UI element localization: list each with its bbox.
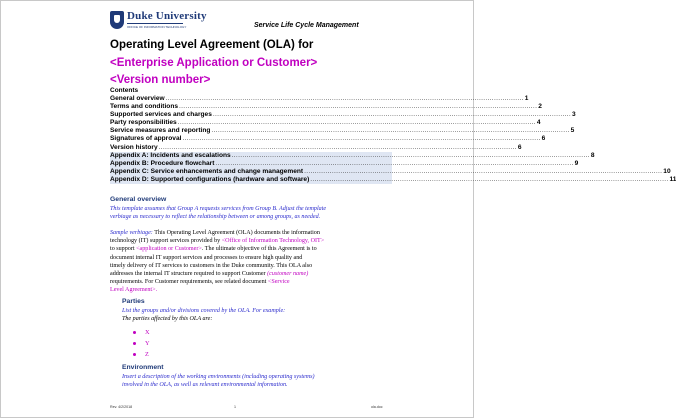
paragraph-line: timely delivery of IT services to customers in the Duke community. This OLA also (110, 262, 313, 269)
toc-leader: ........................................................................................................................................................................ (179, 103, 538, 111)
paragraph-line (110, 229, 324, 237)
toc-entry[interactable] (110, 95, 529, 103)
toc-entry[interactable] (110, 143, 522, 152)
environment-note (122, 373, 315, 389)
toc-entry[interactable] (110, 103, 542, 111)
toc-entry-label: Appendix C: Service enhancements and change management (110, 167, 304, 175)
environment-note-line: Insert a description of the working environments (including operating systems) (122, 374, 315, 380)
toc-entry-page: 11 (669, 175, 676, 183)
toc-entry-page: 3 (572, 111, 576, 119)
toc-entry-page: 8 (590, 151, 595, 159)
paragraph-text: requirements. For Customer requirements, see related document (110, 279, 268, 286)
toc-entry-page: 2 (538, 103, 542, 111)
parties-intro: The parties affected by this OLA are: (122, 316, 213, 323)
parties-list (133, 327, 150, 360)
toc-entry-page: 5 (570, 127, 575, 135)
toc-entry-page: 6 (541, 135, 546, 143)
footer-filename: ola.doc (371, 405, 383, 409)
paragraph-text: technology (IT) support services provided by (110, 238, 222, 245)
toc-entry[interactable] (110, 119, 541, 127)
overview-paragraph (110, 229, 324, 295)
toc-leader: ........................................................................................................................................................................ (182, 135, 541, 143)
logo-subtitle: OFFICE OF INFORMATION TECHNOLOGY (127, 25, 187, 29)
running-header-title: Service Life Cycle Management (254, 22, 359, 29)
paragraph-line (110, 278, 324, 286)
toc-heading: Contents (110, 87, 139, 94)
toc-entry-label: Service measures and reporting (110, 127, 211, 135)
paragraph-line (110, 245, 324, 253)
toc-leader: ........................................................................................................................................................................ (165, 95, 524, 102)
toc-entry-page: 9 (574, 159, 579, 167)
toc-entry-label: Version history (110, 143, 158, 151)
shield-icon (110, 11, 124, 29)
document-title: Operating Level Agreement (OLA) for (110, 39, 314, 51)
toc-entry-page: 4 (536, 119, 541, 127)
list-item: Z (133, 349, 150, 360)
toc-entry[interactable] (110, 175, 676, 184)
paragraph-text: This Operating Level Agreement (OLA) documents the information (152, 230, 320, 236)
list-item: X (133, 327, 150, 338)
toc-entry[interactable] (110, 151, 595, 160)
toc-leader: ........................................................................................................................................................................ (310, 175, 669, 183)
toc-entry-label: Supported services and charges (110, 111, 212, 119)
logo-divider (127, 23, 183, 24)
toc-leader: ........................................................................................................................................................................ (231, 151, 590, 159)
paragraph-line (110, 270, 324, 278)
template-note-line: This template assumes that Group A requests services from Group B. Adjust the template (110, 206, 327, 212)
toc-entry-page: 1 (524, 95, 529, 102)
paragraph-line: Level Agreement>. (110, 287, 158, 294)
paragraph-text: to support (110, 246, 137, 253)
toc-entry-label: Appendix D: Supported configurations (hardware and software) (110, 175, 310, 183)
paragraph-line (110, 237, 324, 245)
toc-leader: ........................................................................................................................................................................ (212, 111, 572, 119)
parties-text (122, 307, 285, 323)
toc-entry[interactable] (110, 127, 575, 135)
sample-label: Sample verbiage: (110, 230, 153, 236)
toc-entry[interactable] (110, 135, 546, 143)
environment-note-line: involved in the OLA, as well as relevant environmental information. (122, 382, 288, 389)
toc-entry-label: General overview (110, 95, 165, 102)
section-heading-general-overview: General overview (110, 196, 167, 203)
toc-leader: ........................................................................................................................................................................ (215, 159, 574, 167)
toc-entry-label: Appendix A: Incidents and escalations (110, 151, 231, 159)
section-heading-parties: Parties (122, 298, 145, 305)
template-note-line: verbiage as necessary to reflect the relationship between or among groups, as needed. (110, 214, 321, 221)
paragraph-text: . The ultimate objective of this Agreement is to (201, 246, 317, 253)
toc-entry-page: 6 (517, 143, 522, 151)
parties-note: List the groups and/or divisions covered by the OLA. For example: (122, 308, 286, 314)
placeholder-text: <application or Customer> (136, 246, 202, 253)
placeholder-text: <Office of Information Technology, OIT> (221, 238, 325, 245)
toc-entry-page: 10 (663, 167, 671, 175)
list-item: Y (133, 338, 150, 349)
logo-name: Duke University (127, 10, 207, 22)
toc-entry-label: Signatures of approval (110, 135, 182, 143)
paragraph-line: document internal IT support services and processes to ensure high quality and (110, 254, 303, 261)
toc-entry-label: Terms and conditions (110, 103, 179, 111)
duke-logo (110, 10, 207, 32)
table-of-contents (110, 95, 676, 184)
toc-leader: ........................................................................................................................................................................ (158, 143, 517, 151)
toc-leader: ........................................................................................................................................................................ (304, 167, 663, 175)
template-note (110, 205, 326, 221)
footer-page-number: 1 (234, 405, 236, 409)
paragraph-text: addresses the internal IT structure required to support Customer (110, 270, 268, 277)
placeholder-text: (customer name) (267, 270, 309, 277)
toc-entry[interactable] (110, 167, 671, 176)
toc-entry[interactable] (110, 159, 579, 168)
toc-leader: ........................................................................................................................................................................ (211, 127, 570, 135)
document-subtitle: <Enterprise Application or Customer> (110, 57, 318, 69)
placeholder-text: <Service (267, 279, 290, 286)
document-version: <Version number> (110, 74, 211, 86)
toc-entry-label: Appendix B: Procedure flowchart (110, 159, 215, 167)
toc-leader: ........................................................................................................................................................................ (177, 119, 536, 127)
section-heading-environment: Environment (122, 364, 164, 371)
toc-entry-label: Party responsibilities (110, 119, 177, 127)
footer-revision: Rev. 4/2/2018 (110, 405, 133, 409)
toc-entry[interactable] (110, 111, 576, 119)
